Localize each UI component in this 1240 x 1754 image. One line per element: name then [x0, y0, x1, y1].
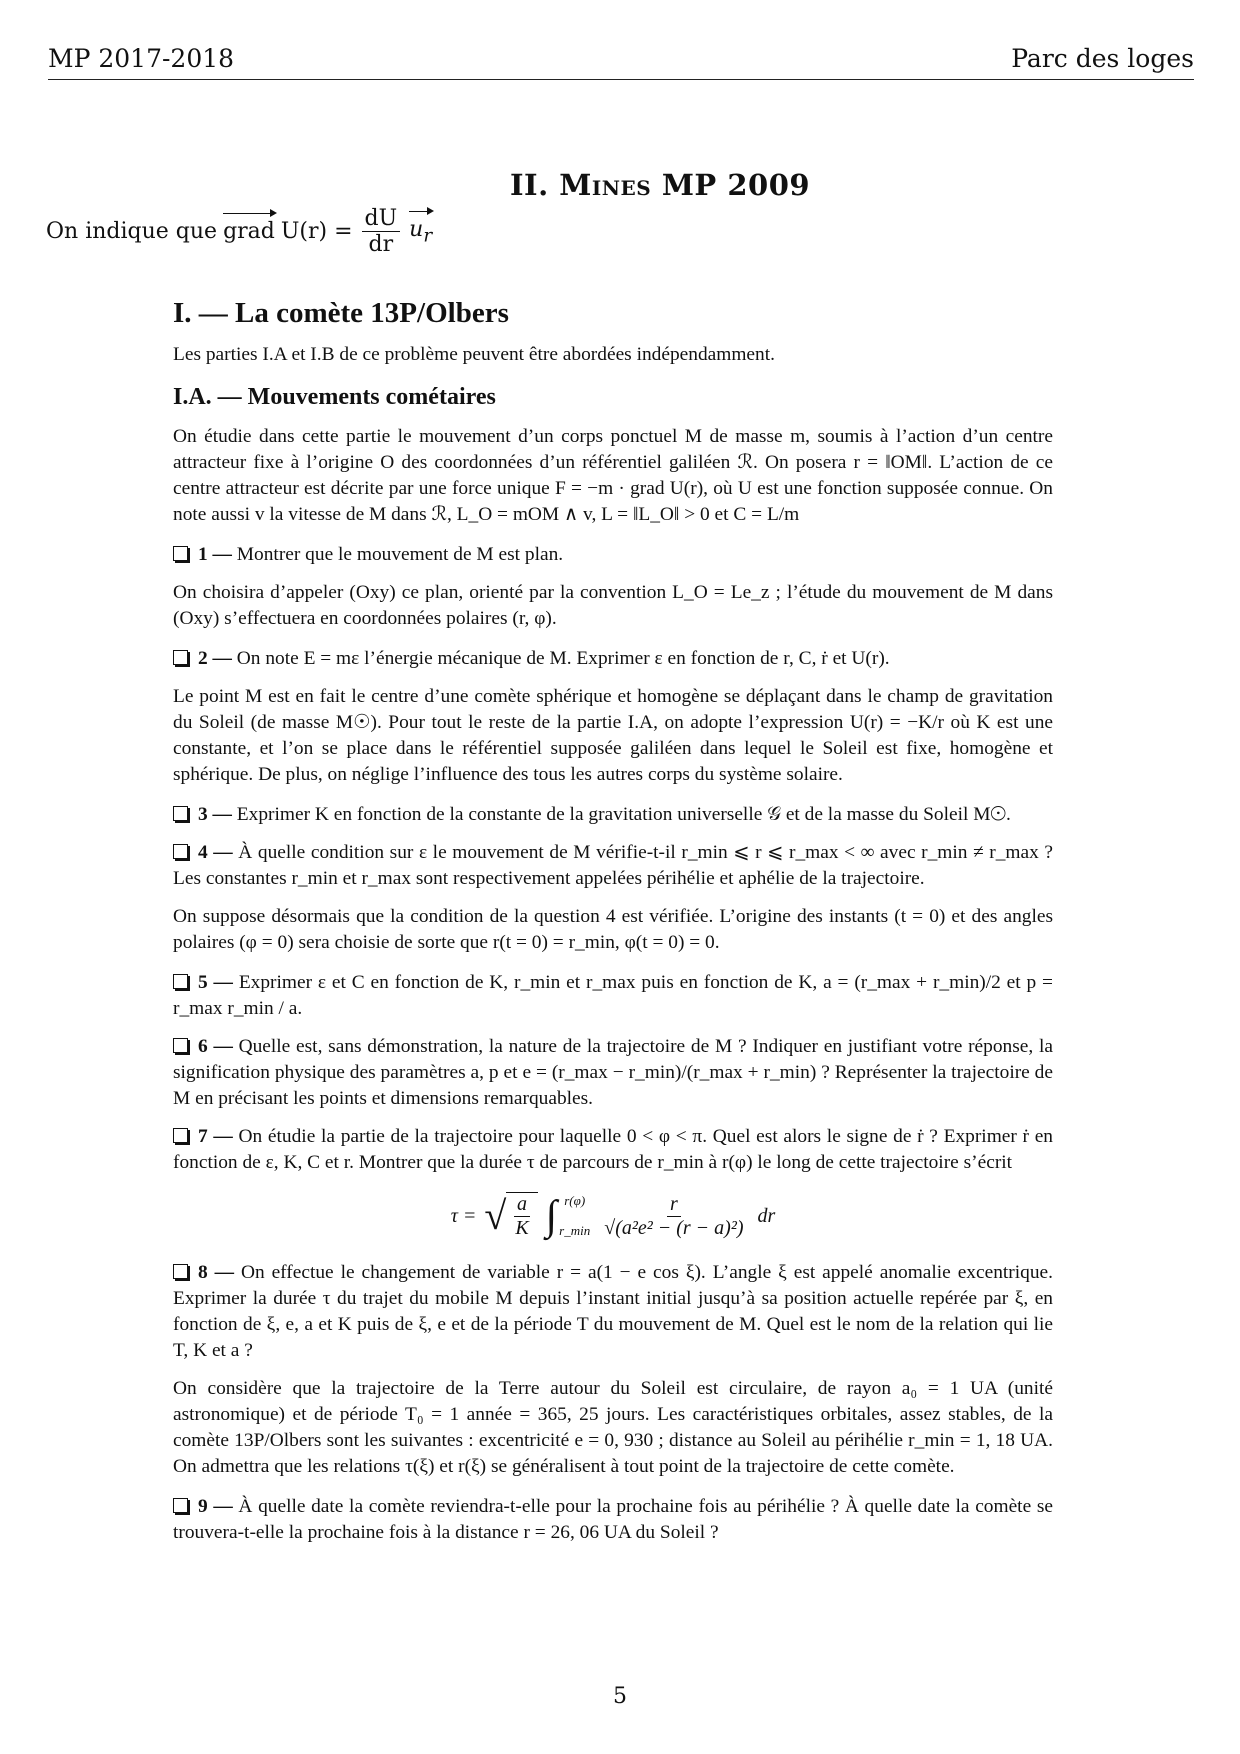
question-3 — [173, 802, 1053, 828]
eq-integral — [546, 1188, 591, 1244]
header-left: MP 2017-2018 — [48, 44, 235, 73]
eq-integrand-num: r — [667, 1193, 681, 1217]
checkbox-icon — [173, 546, 188, 561]
integral-sign: ∫ — [545, 1193, 558, 1239]
paragraph-1: On étudie dans cette partie le mouvement d’un corps ponctuel M de masse m, soumis à l’action d’un centre attracteur fixe à l’origine O des coordonnées d’un référentiel galiléen ℛ. On posera r = ‖OM‖. L’action de ce centre attracteur est décrite par une force unique F = −m · grad U(r), où U est une fonction supposée connue. On note aussi v la vitesse de M dans ℛ, L_O = mOM ∧ v, L = ‖L_O‖ > 0 et C = L/m — [173, 426, 1053, 525]
subpart-title: I.A. — Mouvements cométaires — [173, 384, 496, 410]
paragraph-3: Le point M est en fait le centre d’une comète sphérique et homogène se déplaçant dans le champ de gravitation du Soleil (de masse M☉). Pour tout le reste de la partie I.A, on adopte l’expression U(r) = −K/r où K est une constante, et l’on se place dans le référentiel supposée galiléen dans lequel le Soleil est fixe, homogène et sphérique. De plus, on néglige l’influence des tous les autres corps du système solaire. — [173, 686, 1053, 785]
intro-formula — [46, 206, 432, 258]
intro-frac-den: dr — [368, 232, 394, 258]
intro-fraction — [362, 206, 401, 258]
eq-sqrt-num: a — [514, 1193, 530, 1217]
section-name: Mines — [559, 168, 652, 202]
question-number: 1 — — [198, 544, 232, 565]
unit-vector — [409, 217, 432, 246]
section-number: II. — [509, 168, 549, 202]
question-text: Exprimer ε et C en fonction de K, r_min et r_max puis en fonction de K, a = (r_max + r_min)/2 et p = r_max r_min / a. — [173, 972, 1053, 1019]
problem-content — [173, 296, 1053, 1558]
eq-int-lower: r_min — [559, 1223, 591, 1238]
eq-sqrt — [484, 1192, 537, 1240]
question-text: Quelle est, sans démonstration, la nature de la trajectoire de M ? Indiquer en justifiant votre réponse, la signification physique des paramètres a, p et e = (r_max − r_min)/(r_max + r_min) ? Représenter la trajectoire de M en précisant les points et dimensions remarquables. — [173, 1036, 1053, 1109]
question-6 — [173, 1034, 1053, 1112]
unit-vector-letter: u — [409, 217, 424, 243]
eq-sqrt-den: K — [515, 1217, 529, 1239]
eq-integrand-den: √(a²e² − (r − a)²) — [604, 1216, 744, 1239]
question-number: 7 — — [198, 1126, 233, 1147]
running-header — [48, 44, 1194, 80]
intro-prefix: On indique que — [46, 219, 218, 245]
part-subtitle: Les parties I.A et I.B de ce problème peuvent être abordées indépendamment. — [173, 344, 775, 365]
checkbox-icon — [173, 844, 188, 859]
checkbox-icon — [173, 806, 188, 821]
question-4 — [173, 840, 1053, 892]
page-number: 5 — [613, 1684, 627, 1709]
sqrt-sign: √ — [484, 1193, 507, 1238]
section-title — [0, 168, 1240, 202]
checkbox-icon — [173, 650, 188, 665]
question-7 — [173, 1124, 1053, 1176]
question-text: Exprimer K en fonction de la constante de la gravitation universelle 𝒢 et de la masse du Soleil M☉. — [236, 804, 1011, 825]
question-number: 2 — — [198, 648, 232, 669]
intro-lhs-arg: U(r) = — [280, 219, 353, 245]
question-number: 9 — — [198, 1496, 233, 1517]
question-2 — [173, 646, 1053, 672]
checkbox-icon — [173, 1498, 188, 1513]
question-number: 5 — — [198, 972, 233, 993]
question-8 — [173, 1260, 1053, 1364]
question-text: On étudie la partie de la trajectoire pour laquelle 0 < φ < π. Quel est alors le signe de ṙ ? Exprimer ṙ en fonction de ε, K, C et r. Montrer que la durée τ de parcours de r_min à r(φ) le long de cette trajectoire s’écrit — [173, 1126, 1054, 1173]
section-rest: MP 2009 — [661, 168, 811, 202]
paragraph-5: On considère que la trajectoire de la Terre autour du Soleil est circulaire, de rayon a₀ = 1 UA (unité astronomique) et de période T₀ = 1 année = 365, 25 jours. Les caractéristiques orbitales, assez stables, de la comète 13P/Olbers sont les suivantes : excentricité e = 0, 930 ; distance au Soleil au périhélie r_min = 1, 18 UA. On admettra que les relations τ(ξ) et r(ξ) se généralisent à tout point de la trajectoire de cette comète. — [173, 1378, 1053, 1477]
question-9 — [173, 1494, 1053, 1546]
eq-int-upper: r(φ) — [564, 1193, 586, 1208]
question-text: On effectue le changement de variable r = a(1 − e cos ξ). L’angle ξ est appelé anomalie excentrique. Exprimer la durée τ du trajet du mobile M depuis l’instant initial jusqu’à sa position actuelle repérée par ξ, en fonction de ξ, e, a et K puis de ξ, e et de la période T du mouvement de M. Quel est le nom de la relation qui lie T, K et a ? — [173, 1262, 1053, 1361]
tau-equation — [173, 1188, 1053, 1244]
intro-frac-num: dU — [362, 206, 401, 232]
eq-integrand — [601, 1193, 746, 1240]
part-title: I. — La comète 13P/Olbers — [173, 297, 509, 329]
question-number: 8 — — [198, 1262, 235, 1283]
header-right: Parc des loges — [1011, 44, 1194, 73]
question-number: 6 — — [198, 1036, 233, 1057]
question-text: On note E = mε l’énergie mécanique de M. Exprimer ε en fonction de r, C, ṙ et U(r). — [236, 648, 890, 669]
question-number: 4 — — [198, 842, 233, 863]
eq-differential: dr — [757, 1205, 776, 1227]
checkbox-icon — [173, 1038, 188, 1053]
paragraph-2: On choisira d’appeler (Oxy) ce plan, orienté par la convention L_O = Le_z ; l’étude du mouvement de M dans (Oxy) s’effectuera en coordonnées polaires (r, φ). — [173, 582, 1053, 629]
question-1 — [173, 542, 1053, 568]
grad-operator: grad — [223, 219, 275, 245]
checkbox-icon — [173, 1128, 188, 1143]
unit-vector-sub: r — [423, 225, 433, 247]
paragraph-4: On suppose désormais que la condition de la question 4 est vérifiée. L’origine des instants (t = 0) et des angles polaires (φ = 0) sera choisie de sorte que r(t = 0) = r_min, φ(t = 0) = 0. — [173, 906, 1053, 953]
question-text: Montrer que le mouvement de M est plan. — [236, 544, 564, 565]
question-text: À quelle date la comète reviendra-t-elle pour la prochaine fois au périhélie ? À quelle date la comète se trouvera-t-elle la prochaine fois à la distance r = 26, 06 UA du Soleil ? — [173, 1496, 1053, 1543]
checkbox-icon — [173, 974, 188, 989]
eq-lhs: τ = — [450, 1205, 477, 1227]
question-number: 3 — — [198, 804, 232, 825]
question-text: À quelle condition sur ε le mouvement de M vérifie-t-il r_min ⩽ r ⩽ r_max < ∞ avec r_min ≠ r_max ? Les constantes r_min et r_max sont respectivement appelées périhélie et aphélie de la trajectoire. — [173, 842, 1053, 889]
question-5 — [173, 970, 1053, 1022]
checkbox-icon — [173, 1264, 188, 1279]
